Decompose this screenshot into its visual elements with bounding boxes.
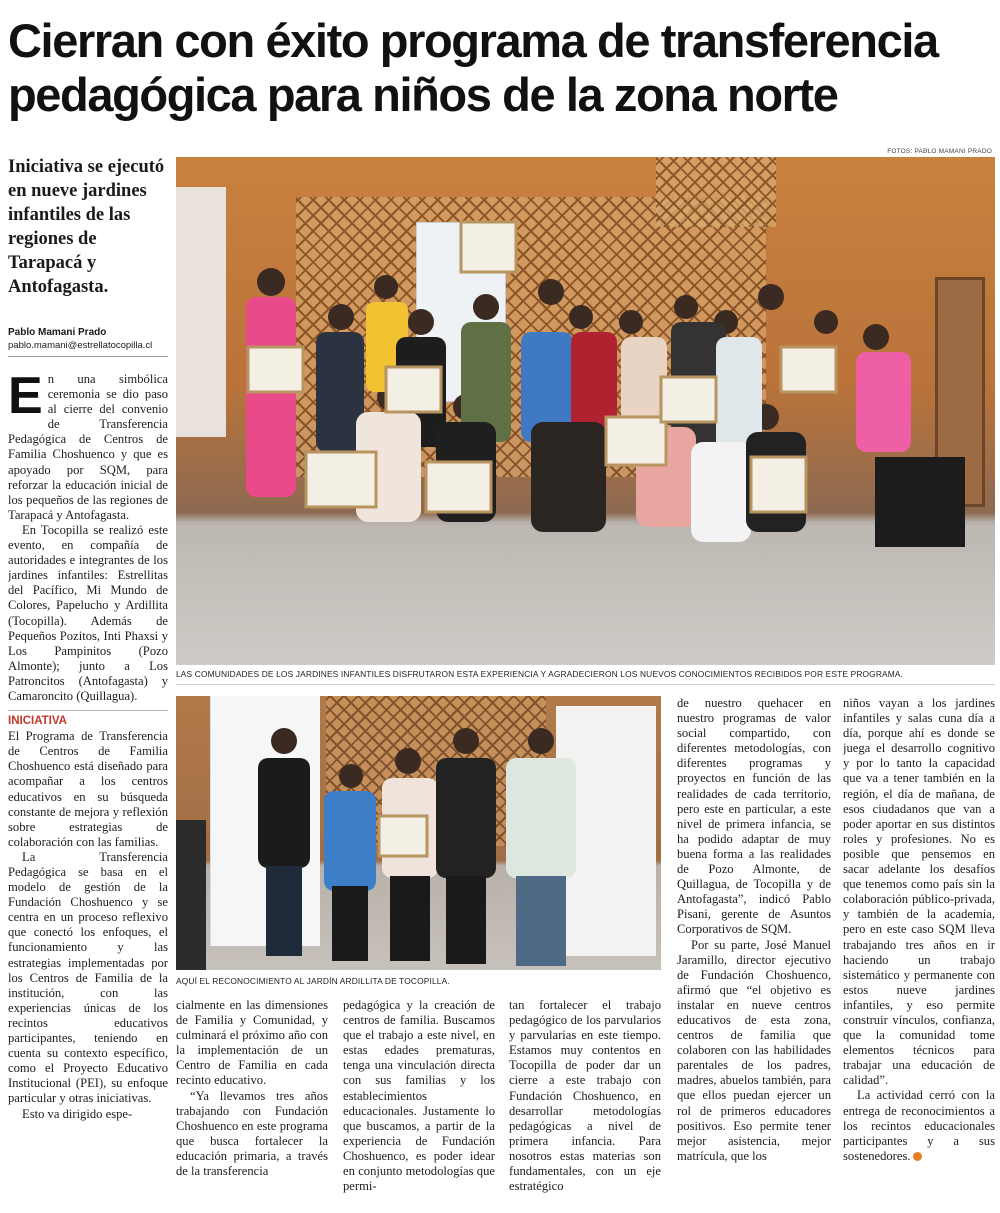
body-column-3	[343, 998, 495, 1208]
drop-cap: E	[8, 372, 43, 425]
paragraph: El Programa de Transferencia de Centros de Familia Choshuenco está diseñado para acompañar a los centros educativos en su búsqueda constante de mejora y reflexión sobre estrategias de colaboración con las familias.	[8, 729, 168, 849]
quote-paragraph: “Ya llevamos tres años trabajando con Fundación Choshuenco en este programa que busca fortalecer la educación primaria, a través de la transferencia	[176, 1088, 328, 1179]
caption-top-rule	[176, 684, 995, 685]
body-column-2	[176, 998, 328, 1208]
paragraph: de nuestro quehacer en nuestro programas de valor social compartido, con diferentes metodologías, con diferentes programas y proyectos en función de las realidades de cada territorio, pero este en particular, a este nivel de primera infancia, se ha podido adaptar de muy buena forma a las realidades de Pozo Almonte, de Quillagua, de Tocopilla y de Antofagasta”, indicó Pablo Pisani, gerente de Asuntos Corporativos de SQM.	[677, 696, 831, 937]
lede: Iniciativa se ejecutó en nueve jardines infantiles de las regiones de Tarapacá y Antofagasta.	[8, 157, 165, 297]
headline-line-2: pedagógica para niños de la zona norte	[8, 68, 838, 121]
photo2-people-group	[176, 696, 661, 970]
author-name: Pablo Mamani Prado	[8, 327, 107, 338]
photo-credit: FOTOS: PABLO MAMANI PRADO	[887, 148, 992, 155]
paragraph: En Tocopilla se realizó este evento, en compañía de autoridades e integrantes de los jardines infantiles: Estrellitas del Pacífico, Mi Mundo de Colores, Papelucho y Ardillita (Tocopilla). Además de Pequeños Pozitos, Inti Phaxsi y Los Pampinitos (Pozo Almonte); junto a Los Patroncitos (Antofagasta) y Camaroncito (Quillagua).	[8, 522, 168, 703]
body-column-6	[843, 696, 995, 1208]
body-column-1	[8, 372, 168, 1206]
group-photo-top	[176, 157, 995, 665]
paragraph: cialmente en las dimensiones de Familia y Comunidad, y culminará el próximo año con la implementación de un Centro de Familia en cada recinto educativo.	[176, 998, 328, 1088]
subhead-iniciativa: INICIATIVA	[8, 710, 168, 729]
end-mark-icon	[913, 1152, 922, 1161]
lead-paragraph: En una simbólica ceremonia se dio paso al cierre del convenio de Transferencia Pedagógica de Centros de Familia Choshuenco y que es apoyado por SQM, para reforzar la educación inicial de los pequeños de las regiones de Tarapacá y Antofagasta.	[8, 372, 168, 522]
author-email[interactable]: pablo.mamani@estrellatocopilla.cl	[8, 340, 153, 351]
award-photo-bottom	[176, 696, 661, 970]
paragraph: Esto va dirigido espe-	[22, 1106, 133, 1121]
headline	[8, 14, 993, 122]
caption-bottom: AQUÍ EL RECONOCIMIENTO AL JARDÍN ARDILLITA DE TOCOPILLA.	[176, 976, 450, 986]
paragraph: pedagógica y la creación de centros de familia. Buscamos que el trabajo a este nivel, en estas edades prematuras, tenga una vinculación directa con sus familias y los establecimientos educacionales. Justamente lo que buscamos, a partir de la experiencia de Fundación Choshuenco, es poder idear en conjunto metodologías que permi-	[343, 998, 495, 1194]
body-column-5	[677, 696, 831, 1208]
byline	[8, 326, 168, 352]
paragraph: La Transferencia Pedagógica se basa en el modelo de gestión de la Fundación Choshuenco y se centra en un proceso reflexivo que conectó los enfoques, el funcionamiento y las estrategias implementadas por los Centros de Familia de la institución, con las experiencias únicas de los recintos educativos participantes, teniendo en cuenta su contexto específico, como el Proyecto Educativo Institucional (PEI), su enfoque particular y otras iniciativas.	[8, 849, 168, 1106]
closing-paragraph: La actividad cerró con la entrega de reconocimientos a los recintos educacionales participantes y a sus sostenedores.	[843, 1088, 995, 1163]
body-column-4	[509, 998, 661, 1208]
photo-people-group	[176, 157, 995, 665]
paragraph: Por su parte, José Manuel Jaramillo, director ejecutivo de Fundación Choshuenco, afirmó que “el objetivo es instalar en nueve centros educativos de esta zona, centros de familia que colaboren con las habilidades parentales de los padres, madres, abuelos también, para que ellos puedan ejercer un rol de primeros educadores positivos. Eso permite tener mejor asistencia, mejor matrícula, que los	[677, 937, 831, 1163]
byline-rule	[8, 356, 168, 357]
paragraph: niños vayan a los jardines infantiles y salas cuna día a día, porque ahí es donde se juega el desarrollo cognitivo y por lo tanto la capacidad que va a tener también en la región, el día de mañana, de esos ciudadanos que van a poder aportar en sus distintos roles y profesiones. No es posible que pensemos en sacar adelante los desafíos que tenemos como país sin la colaboración público-privada, y también de la academia, pero en este caso SQM lleva trabajando tres años en ir haciendo un trabajo sistemático y permanente con estos nueve jardines infantiles, y eso permite construir vínculos, confianza, que la comunidad tome elementos técnicos para trabajar una educación de calidad”.	[843, 696, 995, 1088]
caption-top: LAS COMUNIDADES DE LOS JARDINES INFANTILES DISFRUTARON ESTA EXPERIENCIA Y AGRADECIERON LOS NUEVOS CONOCIMIENTOS RECIBIDOS POR ESTE PROGRAMA.	[176, 669, 904, 679]
headline-line-1: Cierran con éxito programa de transferencia	[8, 14, 938, 67]
paragraph: tan fortalecer el trabajo pedagógico de los parvularios y parvularias en este tiempo. Estamos muy contentos en Tocopilla de poder dar un cierre a este trabajo con Fundación Choshuenco, en desarrollar metodologías pedagógicas a nivel de primera infancia. Para nosotros estas materias son fundamentales, con un eje estratégico	[509, 998, 661, 1194]
